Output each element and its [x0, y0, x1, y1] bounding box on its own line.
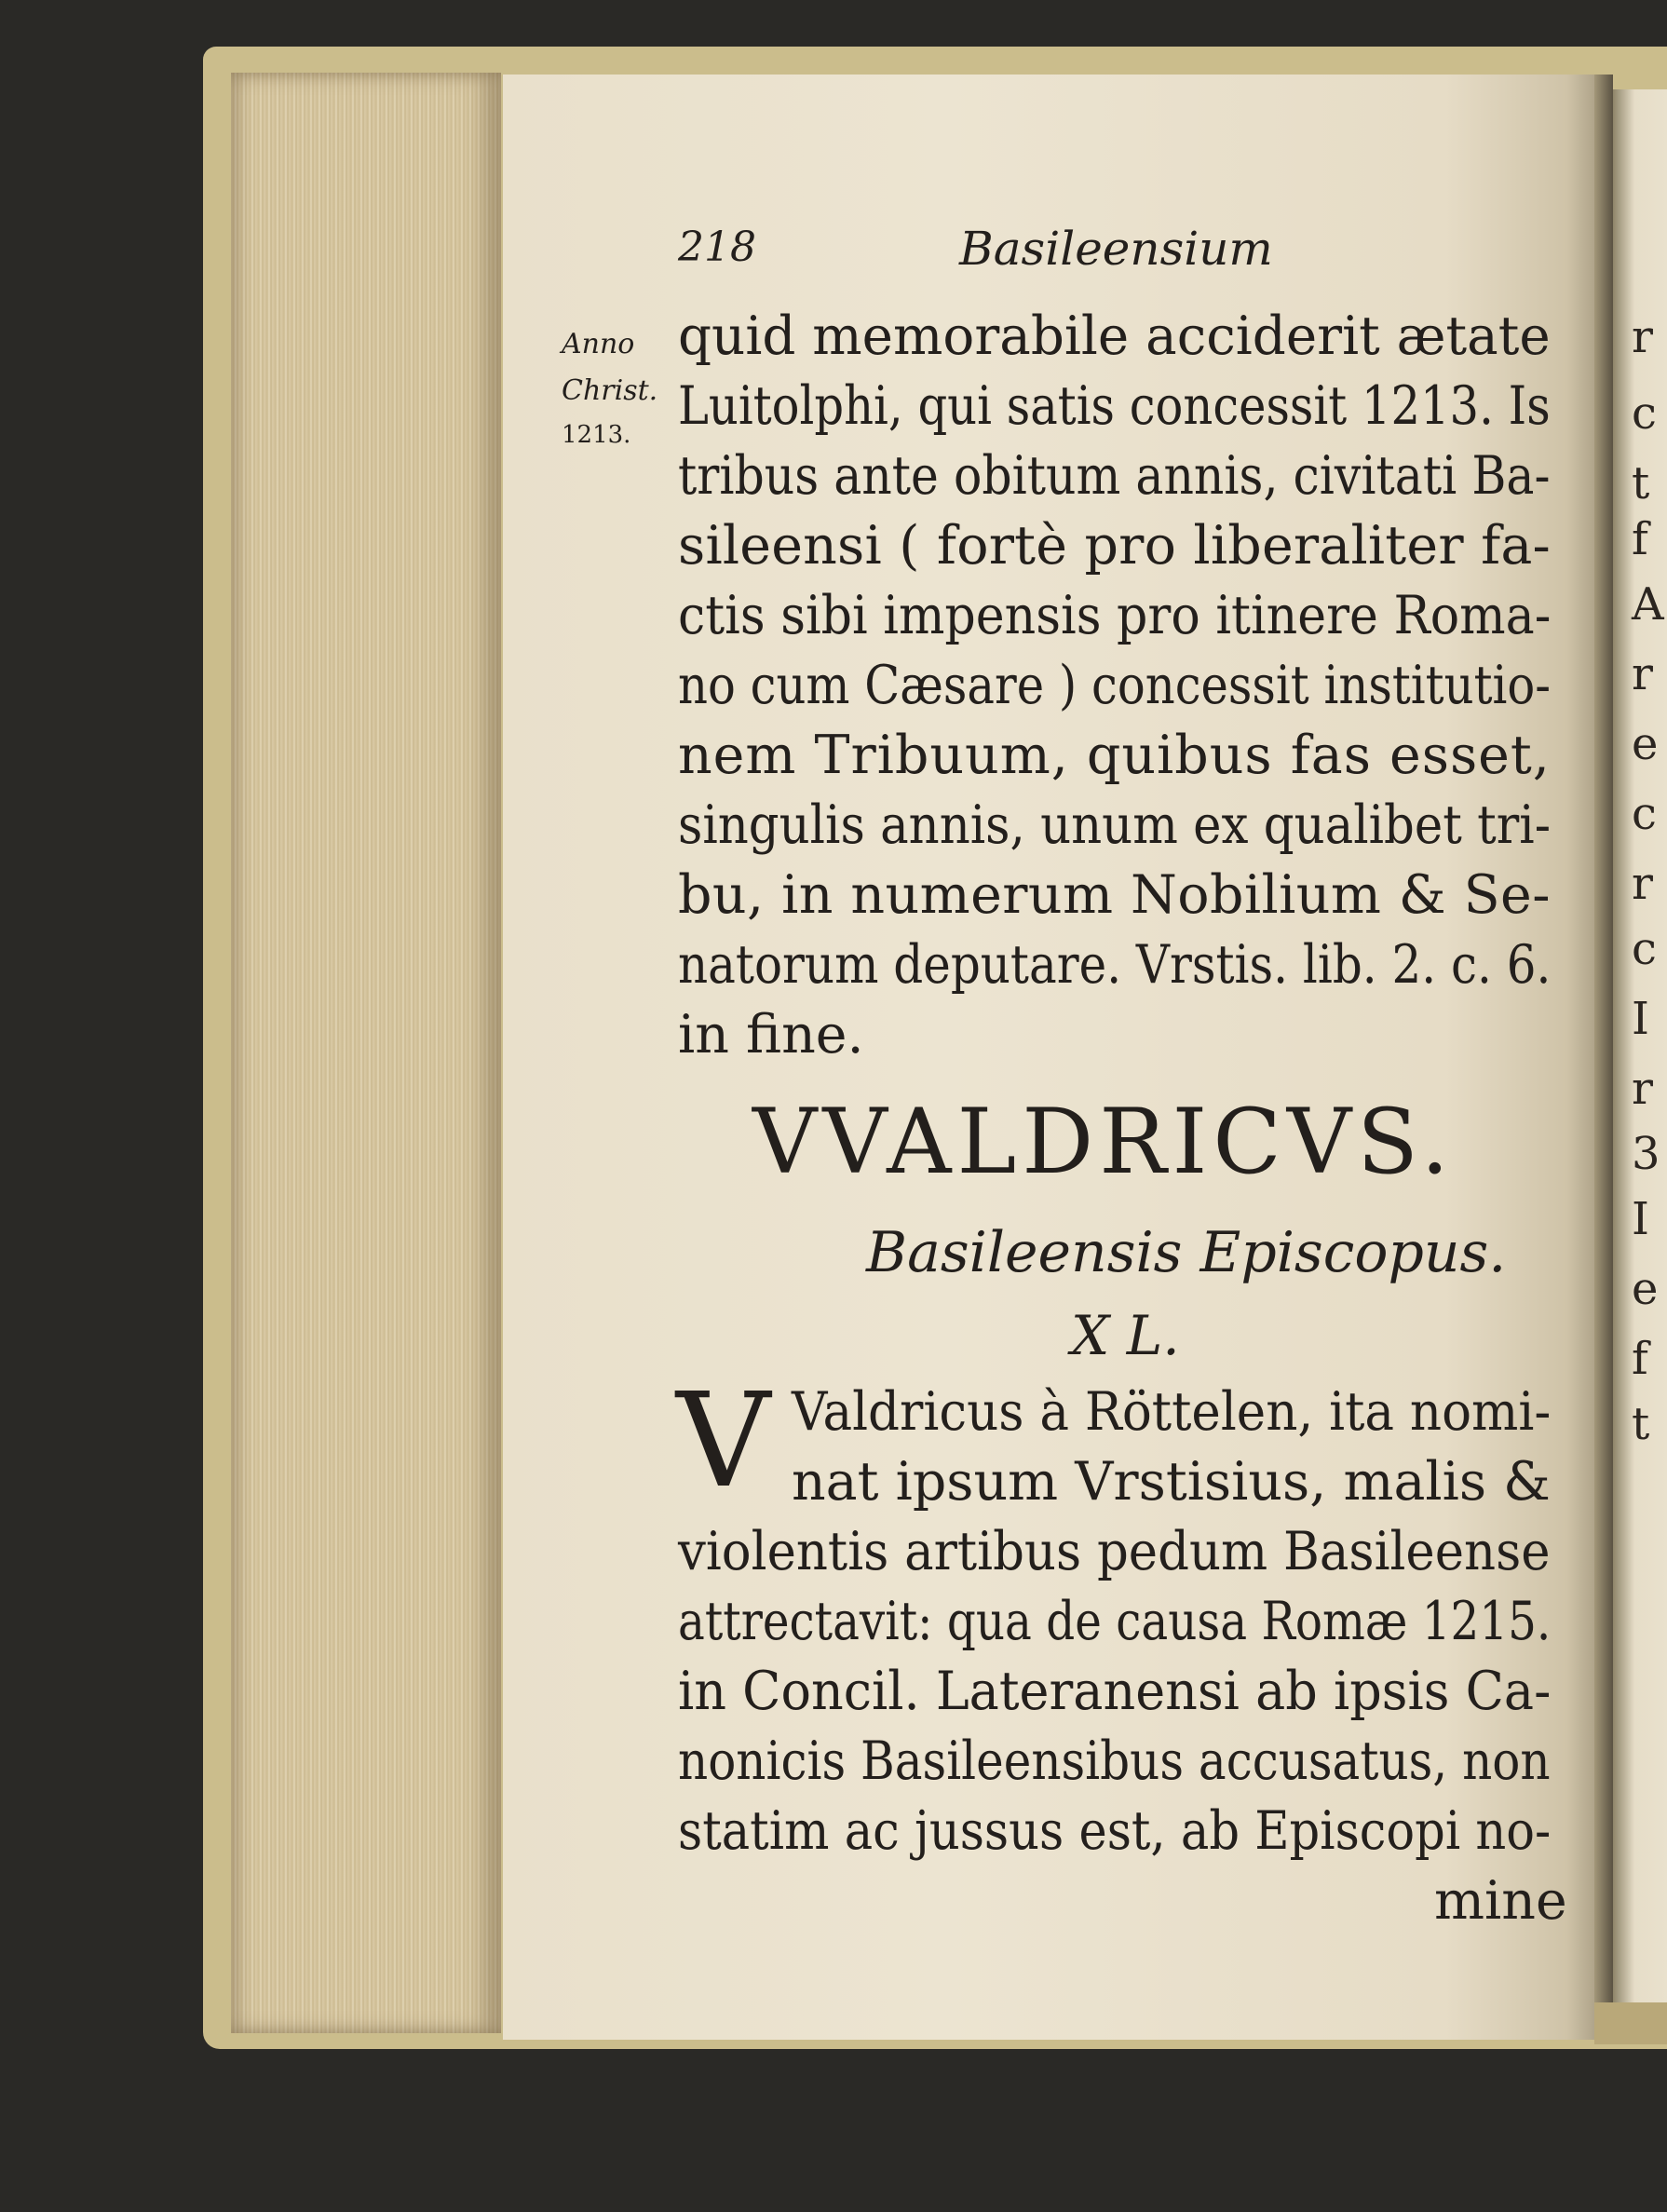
facing-letter: e [1632, 1263, 1659, 1315]
text-line: natorum deputare. Vrstis. lib. 2. c. 6. [678, 934, 1552, 996]
facing-letter: f [1632, 1333, 1648, 1385]
section-subheading: Basileensis Episcopus. [866, 1220, 1507, 1285]
section-number: X L. [1071, 1304, 1180, 1367]
facing-letter: c [1632, 788, 1657, 840]
text-line: attrectavit: qua de causa Romæ 1215. [678, 1591, 1552, 1652]
drop-cap: V [676, 1365, 771, 1517]
text-line: nonicis Basileensibus accusatus, non [678, 1730, 1551, 1792]
cover-corner [1594, 2002, 1667, 2044]
page-edges [231, 73, 501, 2033]
facing-letter: t [1632, 457, 1650, 509]
facing-letter: c [1632, 387, 1657, 440]
facing-letter: 3 [1632, 1128, 1660, 1180]
margin-note-line: Christ. [562, 374, 658, 407]
facing-letter: r [1632, 858, 1653, 910]
facing-letter: r [1632, 1063, 1653, 1115]
facing-letter: r [1632, 311, 1653, 363]
text-line: statim ac jussus est, ab Episcopi no- [678, 1800, 1552, 1862]
facing-letter: r [1632, 648, 1653, 700]
page-number: 218 [678, 224, 756, 271]
text-line: violentis artibus pedum Basileense [678, 1521, 1551, 1582]
text-line: in Concil. Lateranensi ab ipsis Ca- [678, 1661, 1552, 1722]
facing-letter: A [1632, 578, 1664, 631]
text-line: Luitolphi, qui satis concessit 1213. Is [678, 375, 1551, 437]
text-line: ctis sibi impensis pro itinere Roma- [678, 585, 1552, 646]
text-line: singulis annis, unum ex qualibet tri- [678, 794, 1552, 856]
margin-note-line: Anno [562, 328, 635, 360]
text-line: sileensi ( fortè pro liberaliter fa- [678, 515, 1551, 577]
text-line: nat ipsum Vrstisius, malis & [792, 1451, 1551, 1513]
facing-letter: c [1632, 923, 1657, 975]
text-line: quid memorabile acciderit ætate [678, 305, 1551, 367]
text-line: no cum Cæsare ) concessit institutio- [678, 655, 1552, 716]
text-line: in fine. [678, 1004, 864, 1065]
facing-letter: f [1632, 513, 1648, 565]
section-heading: VVALDRICVS. [752, 1090, 1456, 1194]
text-line: Valdricus à Röttelen, ita nomi- [792, 1381, 1552, 1443]
margin-note-line: 1213. [562, 421, 631, 449]
facing-letter: I [1632, 1193, 1649, 1245]
facing-page-edge [1613, 89, 1667, 2031]
gutter [1594, 75, 1613, 2040]
text-line: tribus ante obitum annis, civitati Ba- [678, 445, 1551, 507]
running-head: Basileensium [959, 222, 1273, 276]
facing-letter: t [1632, 1398, 1650, 1450]
text-line: nem Tribuum, quibus fas esset, [678, 725, 1551, 786]
catchword: mine [1434, 1870, 1567, 1932]
facing-letter: e [1632, 718, 1659, 770]
facing-letter: I [1632, 993, 1649, 1045]
text-line: bu, in numerum Nobilium & Se- [678, 864, 1551, 926]
